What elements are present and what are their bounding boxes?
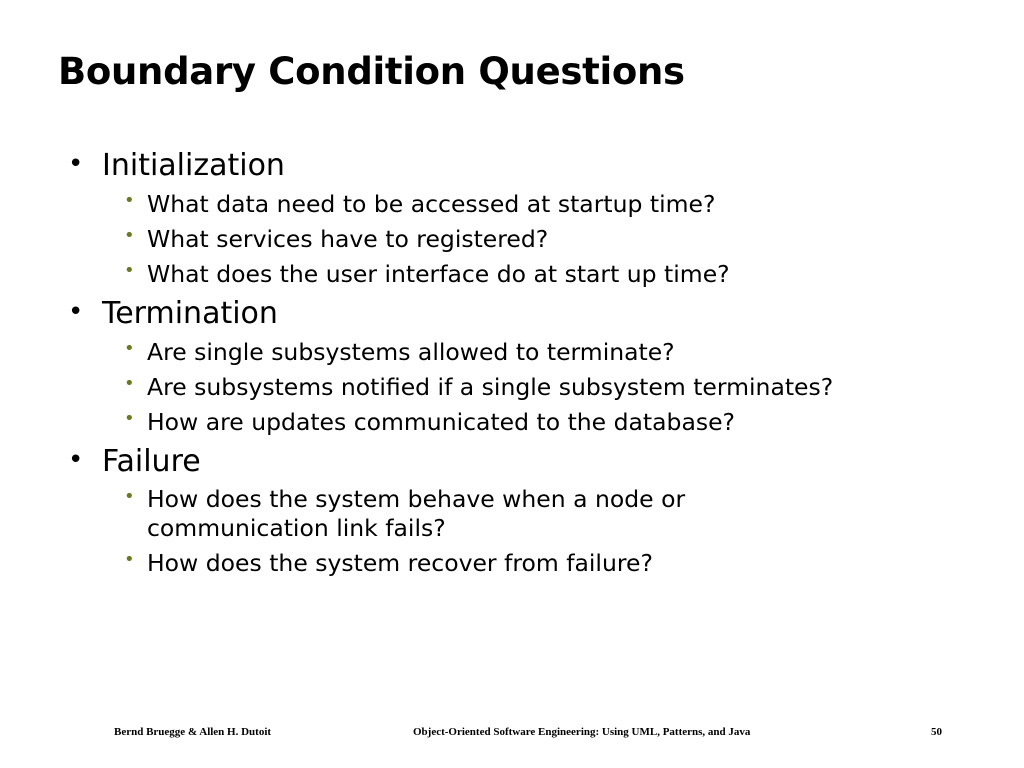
- list-item-text: What data need to be accessed at startup time?: [147, 190, 716, 218]
- footer-authors: Bernd Bruegge & Allen H. Dutoit: [114, 726, 272, 738]
- section-termination: [68, 294, 968, 437]
- section-failure: [68, 442, 968, 578]
- list-item-text: How does the system behave when a node or communication link fails?: [147, 485, 686, 542]
- bullet-icon: •: [68, 297, 84, 327]
- list-item: [68, 189, 968, 219]
- list-item-text: Are single subsystems allowed to terminate?: [147, 338, 675, 366]
- list-item: [68, 224, 968, 254]
- list-item: [68, 548, 968, 578]
- footer-book-title: Object-Oriented Software Engineering: Using UML, Patterns, and Java: [413, 726, 751, 738]
- sub-bullet-icon: •: [124, 549, 135, 570]
- list-item-text: How are updates communicated to the database?: [147, 408, 736, 436]
- sub-bullet-icon: •: [124, 225, 135, 246]
- section-heading: Initialization: [102, 148, 285, 183]
- bullet-icon: •: [68, 445, 84, 475]
- list-item-text: How does the system recover from failure?: [147, 549, 653, 577]
- sub-bullet-icon: •: [124, 190, 135, 211]
- list-item-text: Are subsystems notified if a single subsystem terminates?: [147, 373, 834, 401]
- sub-bullet-list: [68, 337, 968, 437]
- sub-bullet-icon: •: [124, 486, 135, 507]
- bullet-icon: •: [68, 149, 84, 179]
- slide-footer: [0, 722, 1024, 742]
- list-item-text: What does the user interface do at start up time?: [147, 260, 730, 288]
- section-heading: Failure: [102, 444, 201, 479]
- list-item: [68, 407, 968, 437]
- list-item: [68, 485, 787, 543]
- section-heading: Termination: [102, 296, 278, 331]
- slide-title: Boundary Condition Questions: [58, 50, 685, 93]
- sub-bullet-icon: •: [124, 260, 135, 281]
- sub-bullet-icon: •: [124, 373, 135, 394]
- list-item: [68, 337, 968, 367]
- bullet-list: [68, 146, 968, 578]
- section-initialization: [68, 146, 968, 289]
- list-item: [68, 372, 968, 402]
- sub-bullet-icon: •: [124, 408, 135, 429]
- list-item-text: What services have to registered?: [147, 225, 549, 253]
- page-number: 50: [931, 726, 942, 738]
- sub-bullet-list: [68, 485, 968, 578]
- list-item: [68, 259, 968, 289]
- sub-bullet-list: [68, 189, 968, 289]
- sub-bullet-icon: •: [124, 338, 135, 359]
